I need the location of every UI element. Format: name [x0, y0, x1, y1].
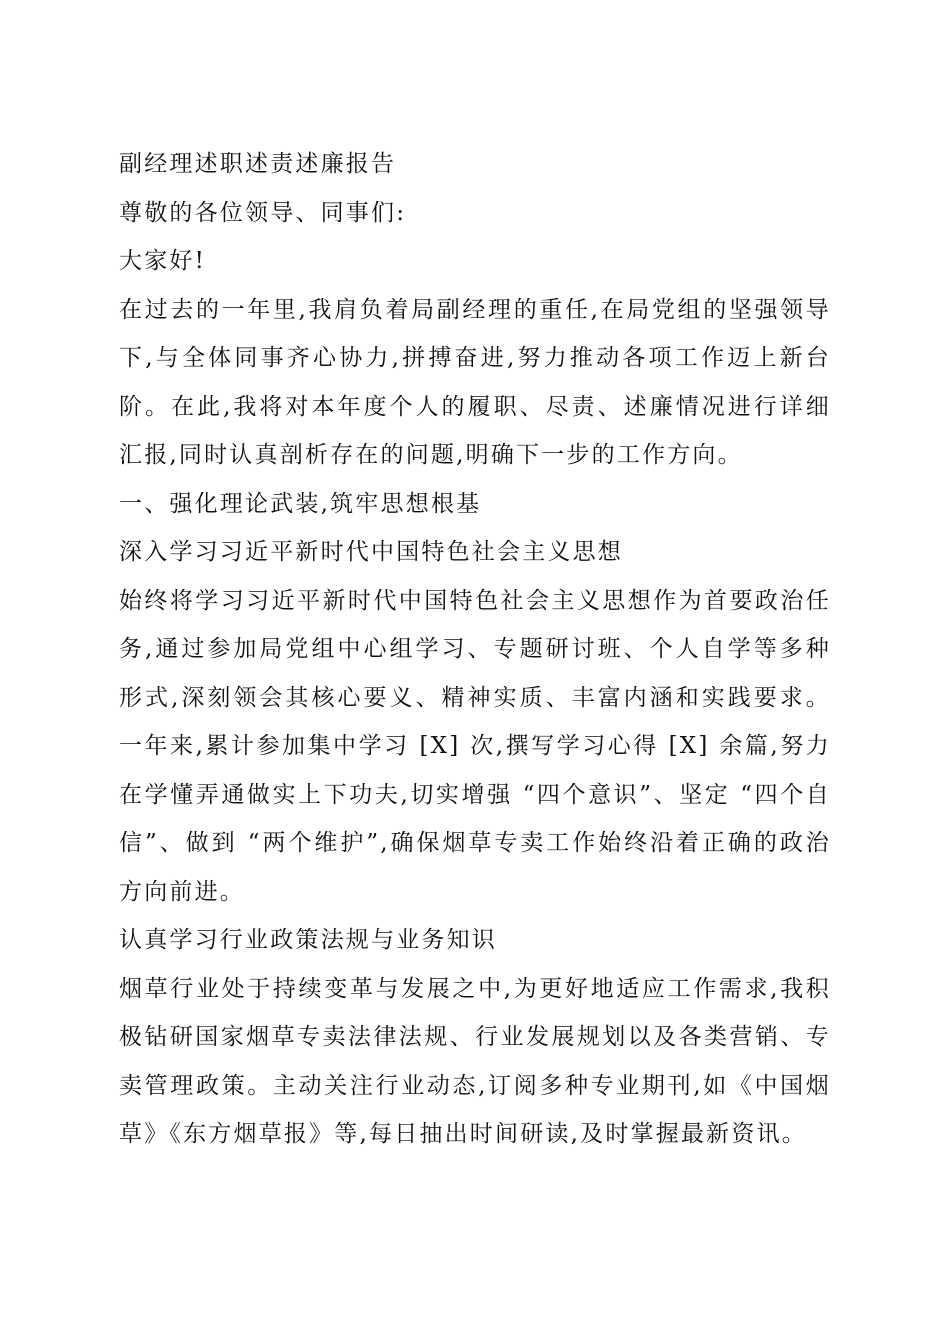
subsection-paragraph-1: 始终将学习习近平新时代中国特色社会主义思想作为首要政治任务,通过参加局党组中心组学习、专题研讨班、个人自学等多种形式,深刻领会其核心要义、精神实质、丰富内涵和实践要求。一年来,累计参加集中学习 [X] 次,撰写学习心得 [X] 余篇,努力在学懂弄通做实上下功夫,切实增强 “四个意识”、坚定 “四个自信”、做到 “两个维护”,确保烟草专卖工作始终沿着正确的政治方向前进。	[119, 587, 831, 905]
subsection-heading-2: 认真学习行业政策法规与业务知识	[119, 927, 497, 953]
section-heading-1: 一、强化理论武装,筑牢思想根基	[119, 490, 482, 517]
greeting: 大家好!	[119, 248, 207, 274]
intro-paragraph: 在过去的一年里,我肩负着局副经理的重任,在局党组的坚强领导下,与全体同事齐心协力,拼搏奋进,努力推动各项工作迈上新台阶。在此,我将对本年度个人的履职、尽责、述廉情况进行详细汇报,同时认真剖析存在的问题,明确下一步的工作方向。	[119, 296, 831, 468]
subsection-paragraph-2: 烟草行业处于持续变革与发展之中,为更好地适应工作需求,我积极钻研国家烟草专卖法律法规、行业发展规划以及各类营销、专卖管理政策。主动关注行业动态,订阅多种专业期刊,如《中国烟草》《东方烟草报》等,每日抽出时间研读,及时掌握最新资讯。	[119, 975, 831, 1147]
document-title: 副经理述职述责述廉报告	[119, 151, 397, 177]
document-body	[119, 140, 831, 1159]
salutation: 尊敬的各位领导、同事们:	[119, 199, 407, 226]
subsection-heading-1: 深入学习习近平新时代中国特色社会主义思想	[119, 539, 623, 565]
